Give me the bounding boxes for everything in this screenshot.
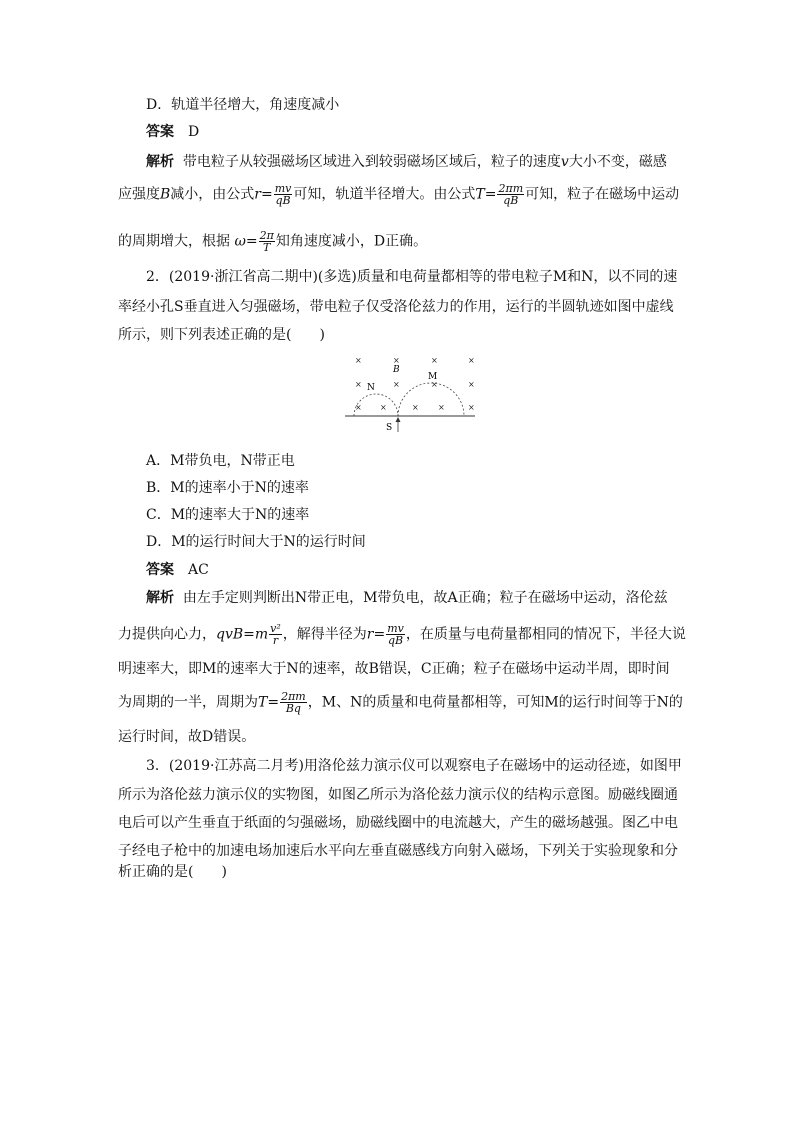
fraction-denominator: T (263, 241, 271, 254)
arrow-head-icon (396, 417, 401, 422)
fraction-denominator: qB (275, 194, 291, 207)
fraction-v2-r (269, 623, 282, 646)
fraction-numerator: 2π (259, 229, 274, 242)
q1-option-d: D．轨道半径增大，角速度减小 (146, 97, 340, 113)
fraction-numerator: v² (270, 622, 281, 635)
q2-analysis-line-2 (118, 623, 686, 646)
q3-stem-line-5: 析正确的是( ) (118, 864, 227, 880)
analysis-text: 应强度 (118, 186, 160, 203)
fraction-2pi-t (259, 230, 275, 253)
q2-option-a: A．M带负电，N带正电 (146, 453, 295, 469)
field-mark: × (393, 380, 400, 389)
fraction-numerator: 2πm (281, 690, 306, 703)
analysis-text: 知角速度减小，D正确。 (275, 233, 428, 250)
answer-value: D (188, 124, 200, 140)
analysis-text: ，在质量与电荷量都相同的情况下，半径大说 (405, 626, 686, 643)
analysis-text: 可知，粒子在磁场中运动 (525, 186, 680, 203)
q2-figure (340, 350, 480, 435)
formula-t: T= (475, 186, 497, 203)
fraction-numerator: mv (274, 182, 292, 195)
formula-t: T= (258, 694, 280, 711)
analysis-text: 为周期的一半，周期为 (118, 694, 258, 711)
answer-value: AC (188, 562, 209, 578)
field-mark: × (412, 403, 419, 412)
fraction-numerator: mv (387, 622, 404, 635)
field-mark: × (393, 356, 400, 365)
fraction-mv-qb (386, 623, 405, 646)
formula-r: r= (366, 626, 386, 643)
field-mark: × (355, 403, 362, 412)
field-mark: × (468, 356, 475, 365)
label-m: M (428, 372, 438, 382)
label-b: B (393, 365, 400, 375)
label-n: N (367, 383, 375, 393)
q2-stem-line-1: 2．(2019·浙江省高二期中)(多选)质量和电荷量都相等的带电粒子M和N，以不同的速 (146, 269, 678, 285)
field-mark: × (380, 403, 387, 412)
q1-analysis-line-3 (118, 230, 427, 253)
q1-analysis-line-2 (118, 183, 679, 206)
field-mark: × (468, 403, 475, 412)
q1-analysis-line-1 (146, 152, 667, 172)
fraction-denominator: r (272, 634, 279, 647)
answer-label: 答案 (146, 124, 174, 140)
q2-option-c: C．M的速率大于N的速率 (146, 507, 310, 523)
q2-analysis-line-5: 运行时间，故D错误。 (118, 729, 256, 745)
q2-analysis-line-4 (118, 691, 683, 714)
q2-stem-line-3: 所示，则下列表述正确的是( ) (118, 327, 325, 343)
q3-stem-line-2: 所示为洛伦兹力演示仪的实物图，如图乙所示为洛伦兹力演示仪的结构示意图。励磁线圈通 (118, 787, 678, 803)
fraction-2pim-qb (497, 183, 524, 206)
field-mark: × (431, 380, 438, 389)
fraction-denominator: qB (503, 194, 519, 207)
q3-stem-line-1: 3．(2019·江苏高二月考)用洛伦兹力演示仪可以观察电子在磁场中的运动径迹，如图甲 (146, 758, 682, 774)
q2-stem-line-2: 率经小孔S垂直进入匀强磁场，带电粒子仅受洛伦兹力的作用，运行的半圆轨迹如图中虚线 (118, 299, 674, 315)
analysis-text: 可知，轨道半径增大。由公式 (293, 186, 476, 203)
analysis-text: 的周期增大，根据 (118, 233, 230, 250)
q2-analysis-line-1 (146, 588, 668, 608)
q2-analysis-line-3: 明速率大，即M的速率大于N的速率，故B错误，C正确；粒子在磁场中运动半周，即时间 (118, 661, 670, 677)
field-mark: × (355, 356, 362, 365)
q1-answer (146, 122, 199, 142)
q3-stem-line-4: 子经电子枪中的加速电场加速后水平向左垂直磁感线方向射入磁场，下列关于实验现象和分 (118, 843, 678, 859)
analysis-text: 力提供向心力， (118, 626, 216, 643)
field-mark: × (438, 403, 445, 412)
analysis-text: ，M、N的质量和电荷量都相等，可知M的运行时间等于N的 (307, 694, 683, 711)
formula-omega: ω= (234, 233, 258, 250)
analysis-text: ，解得半径为 (282, 626, 367, 643)
q2-answer (146, 560, 209, 580)
label-s: S (386, 423, 393, 433)
fraction-mv-qb (274, 183, 293, 206)
analysis-text: 大小不变，磁感 (568, 154, 667, 170)
analysis-text: 由左手定则判断出N带正电，M带负电，故A正确；粒子在磁场中运动，洛伦兹 (182, 590, 668, 606)
fraction-numerator: 2πm (498, 182, 524, 195)
field-mark: × (468, 380, 475, 389)
var-v: v (560, 154, 569, 170)
formula-qvb: qvB=m (216, 626, 269, 643)
analysis-label: 解析 (146, 154, 174, 170)
analysis-label: 解析 (146, 590, 174, 606)
q2-option-d: D．M的运行时间大于N的运行时间 (146, 534, 366, 550)
q3-stem-line-3: 电后可以产生垂直于纸面的匀强磁场，励磁线圈中的电流越大，产生的磁场越强。图乙中电 (118, 815, 678, 831)
field-mark: × (355, 380, 362, 389)
var-b: B (160, 186, 171, 203)
fraction-2pim-bq (280, 691, 307, 714)
fraction-denominator: qB (388, 634, 404, 647)
q2-option-b: B．M的速率小于N的速率 (146, 480, 309, 496)
answer-label: 答案 (146, 562, 174, 578)
analysis-text: 减小，由公式 (170, 186, 255, 203)
field-mark: × (431, 356, 438, 365)
formula-r: r= (254, 186, 273, 203)
fraction-denominator: Bq (285, 702, 301, 715)
analysis-text: 带电粒子从较强磁场区域进入到较弱磁场区域后，粒子的速度 (182, 154, 561, 170)
